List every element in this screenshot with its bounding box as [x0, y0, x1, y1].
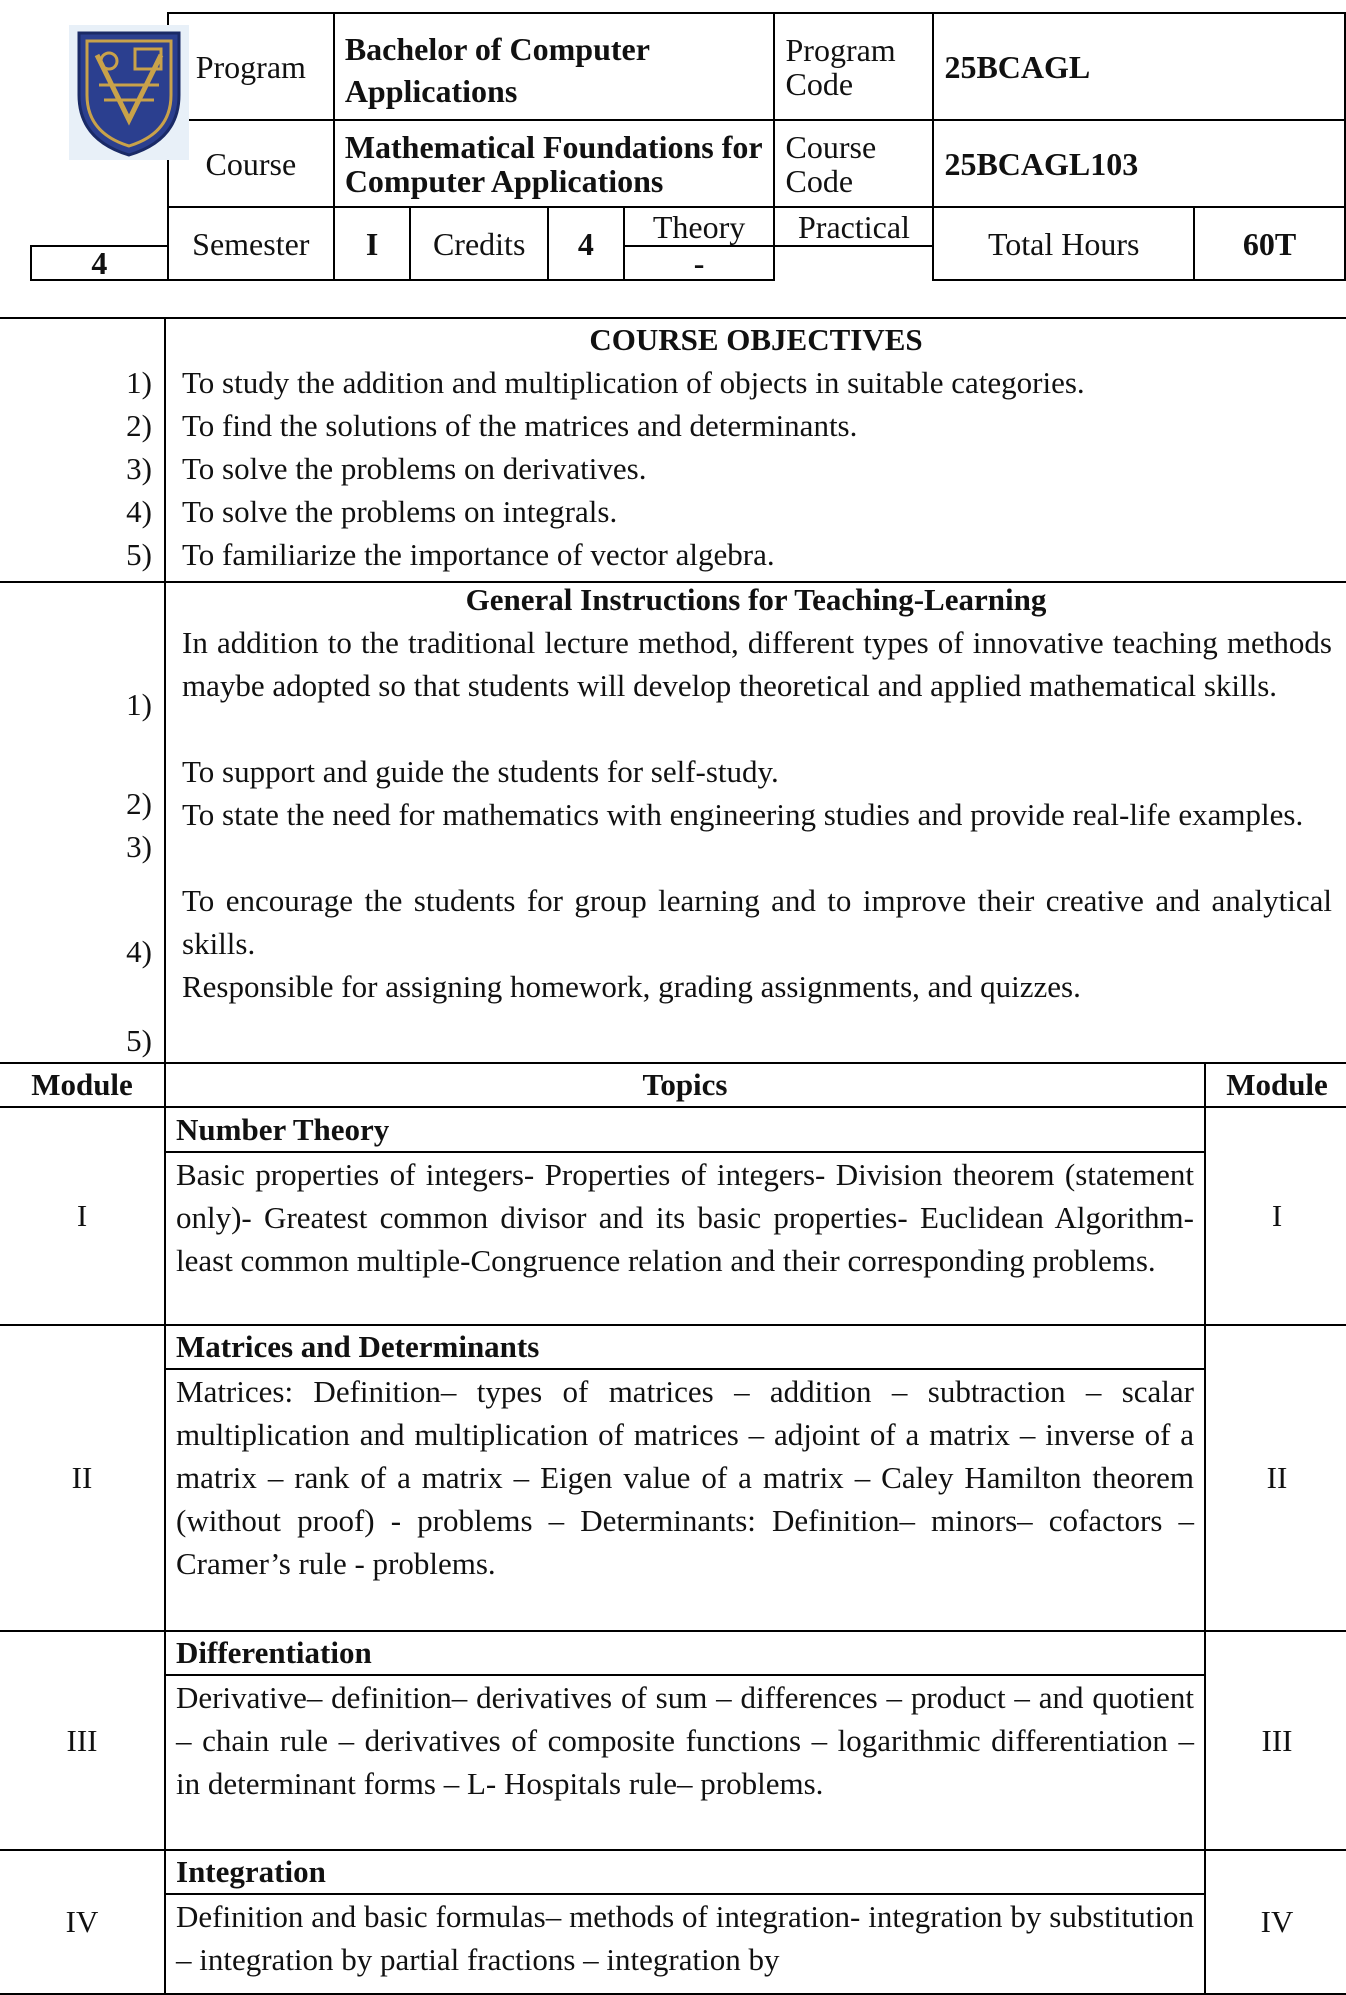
module-id-right: I — [1205, 1107, 1346, 1325]
objective-number: 2) — [126, 408, 152, 443]
total-hours-value: 60T — [1194, 207, 1345, 280]
modules-table — [0, 1062, 1346, 1995]
logo-cell — [31, 13, 168, 246]
instruction-number: 5) — [126, 1023, 152, 1058]
instructions-title: General Instructions for Teaching-Learning — [465, 582, 1047, 617]
module-id-right: IV — [1205, 1850, 1346, 1994]
module-id: I — [0, 1107, 165, 1325]
instruction-item: In addition to the traditional lecture method, different types of innovative teaching methods maybe adopted so that students will develop theoretical and applied mathematical skills. — [182, 625, 1332, 703]
objective-number: 3) — [126, 451, 152, 486]
semester-value: I — [334, 207, 410, 280]
instruction-number: 1) — [126, 687, 152, 722]
objective-number: 1) — [126, 365, 152, 400]
instruction-item: To encourage the students for group learning and to improve their creative and analytical skills. — [182, 883, 1332, 961]
total-hours-label: Total Hours — [933, 207, 1194, 280]
module-title: Number Theory — [165, 1107, 1205, 1152]
credits-value: 4 — [548, 207, 623, 280]
course-label: Course — [168, 120, 334, 207]
module-id: IV — [0, 1850, 165, 1994]
module-id-right: III — [1205, 1631, 1346, 1850]
module-id: II — [0, 1325, 165, 1631]
program-value: Bachelor of Computer Applications — [334, 13, 775, 120]
program-code-value: 25BCAGL — [933, 13, 1345, 120]
objective-number: 4) — [126, 494, 152, 529]
instruction-item: To support and guide the students for self-study. — [182, 754, 779, 789]
university-crest-icon — [69, 25, 189, 160]
instruction-item: To state the need for mathematics with engineering studies and provide real-life examples. — [182, 797, 1304, 832]
module-description: Derivative– definition– derivatives of sum – differences – product – and quotient – chain rule – derivatives of composite functions – logarithmic differentiation – in determinant forms – L- Hospitals rule– problems. — [165, 1675, 1205, 1850]
objectives-list — [182, 361, 1332, 576]
theory-value: 4 — [31, 246, 168, 280]
course-header-table — [30, 12, 1346, 281]
module-title: Differentiation — [165, 1631, 1205, 1675]
instruction-item: Responsible for assigning homework, grading assignments, and quizzes. — [182, 969, 1081, 1004]
credits-label: Credits — [410, 207, 548, 280]
module-description: Definition and basic formulas– methods of integration- integration by substitution – integration by partial fractions – integration by — [165, 1894, 1205, 1994]
instruction-number: 3) — [126, 829, 152, 864]
course-code-label: Course Code — [774, 120, 933, 207]
objective-number: 5) — [126, 537, 152, 572]
instructions-section — [0, 579, 1346, 1062]
objectives-title: COURSE OBJECTIVES — [589, 322, 923, 357]
instructions-divider — [164, 579, 166, 1062]
program-label: Program — [168, 13, 334, 120]
practical-label: Practical — [774, 207, 933, 246]
semester-label: Semester — [168, 207, 334, 280]
module-id: III — [0, 1631, 165, 1850]
practical-value: - — [624, 246, 775, 280]
objectives-numbers — [0, 361, 164, 576]
topics-header: Topics — [165, 1063, 1205, 1107]
module-id-right: II — [1205, 1325, 1346, 1631]
module-header-right: Module — [1205, 1063, 1346, 1107]
module-description: Basic properties of integers- Properties of integers- Division theorem (statement only)- Greatest common divisor and its basic properties- Euclidean Algorithm- least common multiple-Congruence relation and their corresponding problems. — [165, 1152, 1205, 1325]
theory-label: Theory — [624, 207, 775, 246]
course-value: Mathematical Foundations for Computer Applications — [334, 120, 775, 207]
module-title: Integration — [165, 1850, 1205, 1894]
module-header-left: Module — [0, 1063, 165, 1107]
objectives-section — [0, 317, 1346, 583]
objective-item: To study the addition and multiplication of objects in suitable categories. — [182, 365, 1085, 400]
module-title: Matrices and Determinants — [165, 1325, 1205, 1369]
instruction-number: 2) — [126, 786, 152, 821]
course-code-value: 25BCAGL103 — [933, 120, 1345, 207]
objective-item: To find the solutions of the matrices and determinants. — [182, 408, 858, 443]
instruction-number: 4) — [126, 934, 152, 969]
objective-item: To solve the problems on derivatives. — [182, 451, 647, 486]
objective-item: To familiarize the importance of vector algebra. — [182, 537, 775, 572]
module-description: Matrices: Definition– types of matrices – addition – subtraction – scalar multiplication and multiplication of matrices – adjoint of a matrix – inverse of a matrix – rank of a matrix – Eigen value of a matrix – Caley Hamilton theorem (without proof) - problems – Determinants: Definition– minors– cofactors – Cramer’s rule - problems. — [165, 1369, 1205, 1631]
objective-item: To solve the problems on integrals. — [182, 494, 618, 529]
program-code-label: Program Code — [774, 13, 933, 120]
